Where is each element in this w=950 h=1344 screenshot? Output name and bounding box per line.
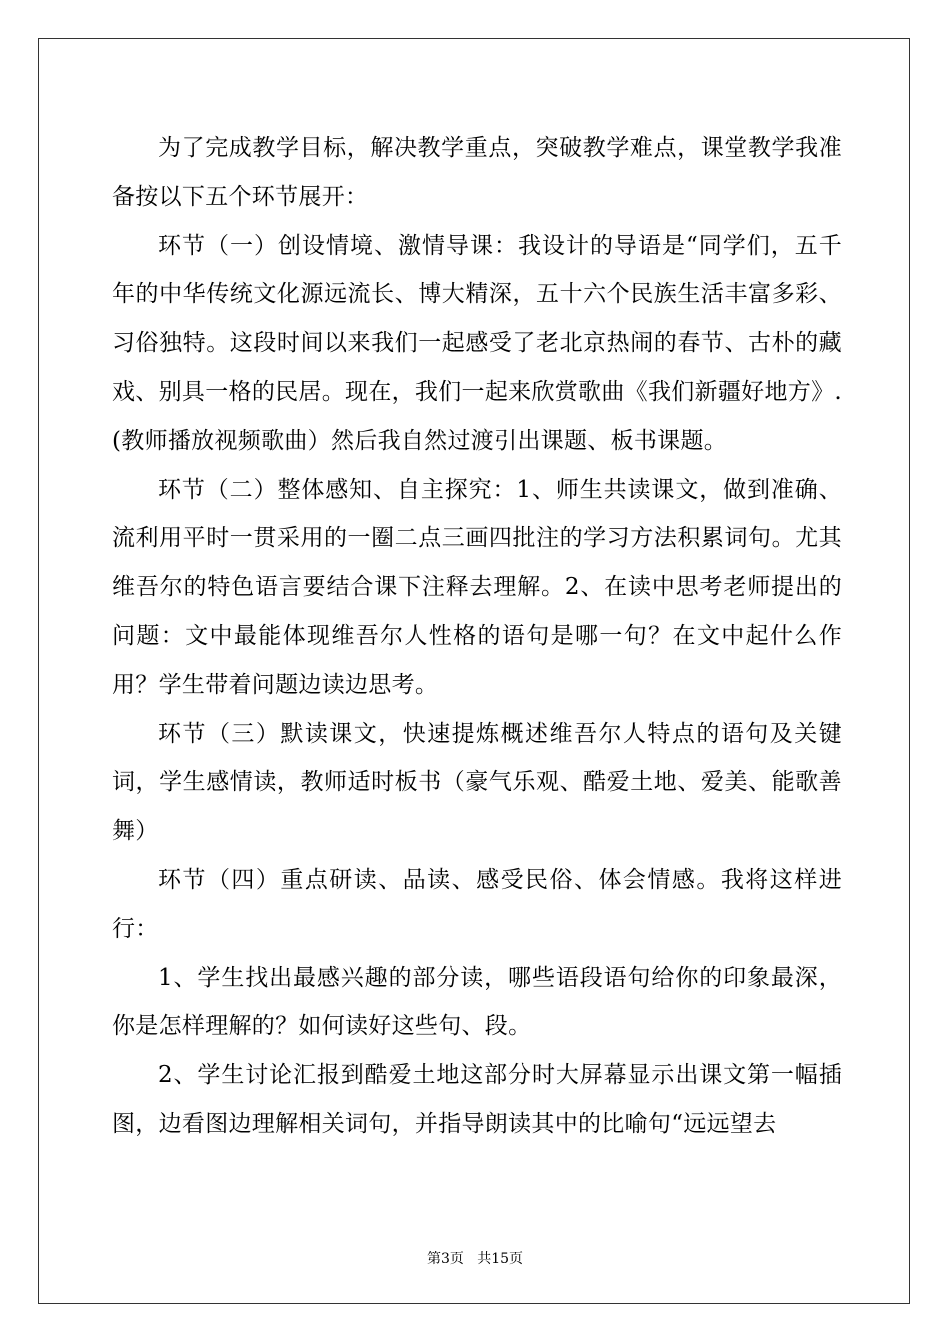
document-body: [112, 124, 842, 1149]
paragraph: 环节（四）重点研读、品读、感受民俗、体会情感。我将这样进行：: [112, 866, 842, 942]
page-number: 第3页 共15页: [426, 1251, 524, 1267]
paragraph: 环节（一）创设情境、激情导课：我设计的导语是“同学们，五千年的中华传统文化源远流长、博大精深，五十六个民族生活丰富多彩、习俗独特。这段时间以来我们一起感受了老北京热闹的春节、古朴的藏戏、别具一格的民居。现在，我们一起来欣赏歌曲《我们新疆好地方》.(教师播放视频歌曲）然后我自然过渡引出课题、板书课题。: [112, 232, 842, 454]
paragraph: 环节（二）整体感知、自主探究：1、师生共读课文，做到准确、流利用平时一贯采用的一圈二点三画四批注的学习方法积累词句。尤其维吾尔的特色语言要结合课下注释去理解。2、在读中思考老师提出的问题：文中最能体现维吾尔人性格的语句是哪一句？在文中起什么作用？学生带着问题边读边思考。: [112, 476, 842, 698]
paragraph: 1、学生找出最感兴趣的部分读，哪些语段语句给你的印象最深，你是怎样理解的？如何读好这些句、段。: [112, 964, 842, 1040]
paragraph: 环节（三）默读课文，快速提炼概述维吾尔人特点的语句及关键词，学生感情读，教师适时板书（豪气乐观、酷爱土地、爱美、能歌善舞）: [112, 720, 842, 845]
paragraph: 2、学生讨论汇报到酷爱土地这部分时大屏幕显示出课文第一幅插图，边看图边理解相关词句，并指导朗读其中的比喻句“远远望去: [112, 1062, 842, 1137]
paragraph: 为了完成教学目标，解决教学重点，突破教学难点，课堂教学我准备按以下五个环节展开：: [112, 135, 842, 210]
